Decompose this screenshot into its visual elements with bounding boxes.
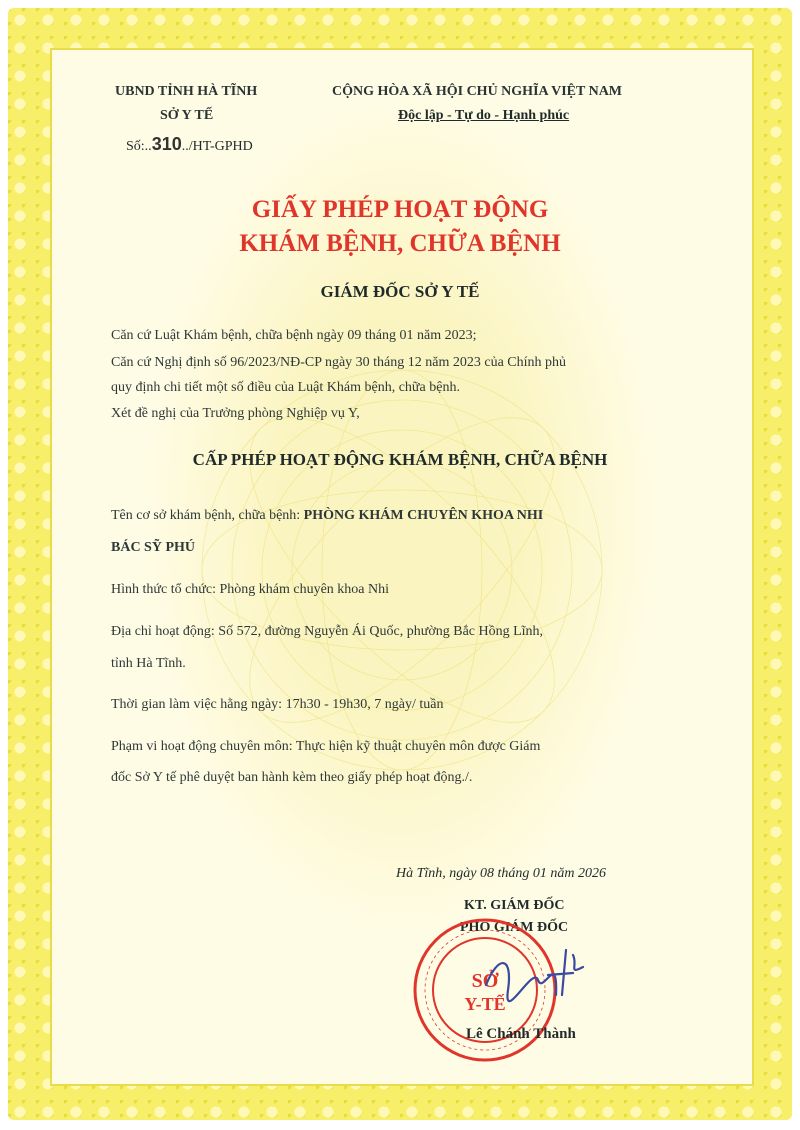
- scope-line1: Phạm vi hoạt động chuyên môn: Thực hiện kỹ thuật chuyên môn được Giám: [111, 739, 541, 754]
- basis-decree-cont: quy định chi tiết một số điều của Luật Khám bệnh, chữa bệnh.: [111, 380, 460, 395]
- organization-form: Hình thức tổ chức: Phòng khám chuyên khoa Nhi: [111, 582, 390, 597]
- signer-role1: KT. GIÁM ĐỐC: [464, 898, 565, 913]
- place-date: Hà Tĩnh, ngày 08 tháng 01 năm 2026: [396, 866, 606, 881]
- basis-decree: Căn cứ Nghị định số 96/2023/NĐ-CP ngày 30 tháng 12 năm 2023 của Chính phủ: [111, 355, 567, 370]
- doc-number-suffix: ../HT-GPHD: [181, 139, 253, 154]
- decision-heading: CẤP PHÉP HOẠT ĐỘNG KHÁM BỆNH, CHỮA BỆNH: [192, 450, 608, 469]
- working-hours: Thời gian làm việc hằng ngày: 17h30 - 19h30, 7 ngày/ tuần: [111, 697, 444, 712]
- address-line2: tỉnh Hà Tĩnh.: [111, 656, 186, 671]
- handwritten-signature: [478, 945, 588, 1015]
- facility-label: Tên cơ sở khám bệnh, chữa bệnh:: [111, 508, 304, 523]
- signer-role2: PHÓ GIÁM ĐỐC: [460, 920, 569, 935]
- basis-law: Căn cứ Luật Khám bệnh, chữa bệnh ngày 09 tháng 01 năm 2023;: [111, 328, 477, 343]
- header-national-title: CỘNG HÒA XÃ HỘI CHỦ NGHĨA VIỆT NAM: [332, 84, 623, 99]
- document-title-line1: GIẤY PHÉP HOẠT ĐỘNG: [251, 196, 549, 223]
- doc-number-prefix: Số:..: [126, 139, 152, 154]
- svg-text:Y-TẾ: Y-TẾ: [464, 994, 506, 1014]
- signer-name: Lê Chánh Thành: [466, 1026, 576, 1042]
- header-motto: Độc lập - Tự do - Hạnh phúc: [398, 108, 570, 123]
- header-province: UBND TỈNH HÀ TĨNH: [115, 84, 258, 99]
- issuer-title: GIÁM ĐỐC SỞ Y TẾ: [320, 282, 480, 301]
- facility-name: PHÒNG KHÁM CHUYÊN KHOA NHI: [303, 508, 544, 523]
- header-department: SỞ Y TẾ: [160, 108, 214, 123]
- basis-proposal: Xét đề nghị của Trưởng phòng Nghiệp vụ Y,: [111, 406, 360, 421]
- document-number: [126, 134, 253, 155]
- guilloche-watermark: [192, 360, 612, 780]
- scope-line2: đốc Sở Y tế phê duyệt ban hành kèm theo giấy phép hoạt động./.: [111, 770, 473, 785]
- document-title-line2: KHÁM BỆNH, CHỮA BỆNH: [239, 230, 561, 257]
- doc-number-value: 310: [151, 134, 182, 154]
- facility-name-line: [111, 508, 543, 524]
- facility-name-cont: BÁC SỸ PHÚ: [111, 540, 196, 555]
- address-line1: Địa chỉ hoạt động: Số 572, đường Nguyễn Ái Quốc, phường Bắc Hồng Lĩnh,: [111, 624, 544, 639]
- svg-text:SỞ: SỞ: [471, 970, 499, 992]
